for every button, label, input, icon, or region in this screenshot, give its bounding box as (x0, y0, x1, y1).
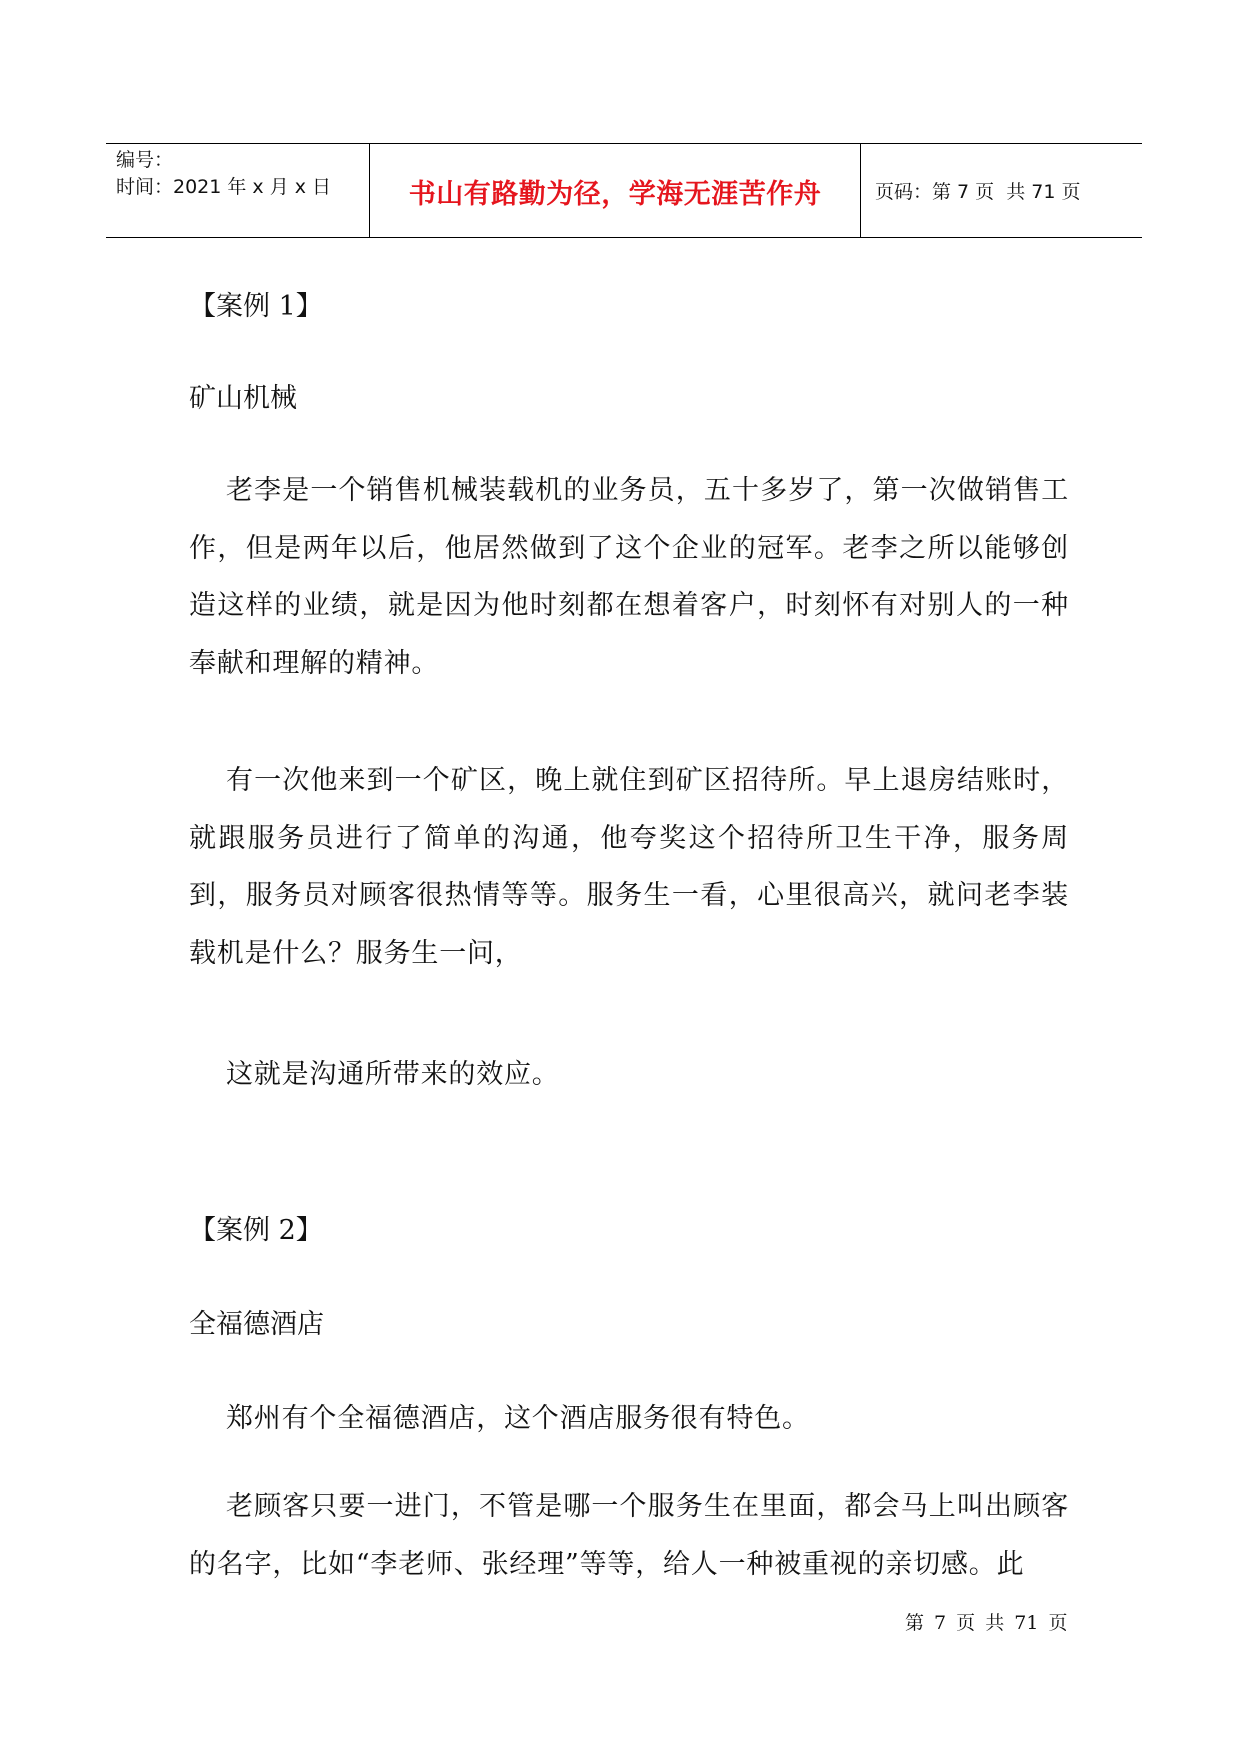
motto: 书山有路勤为径，学海无涯苦作舟 (408, 179, 822, 210)
doc-number-label: 编号： (116, 149, 174, 171)
case1-heading: 【案例 1】 (189, 291, 323, 322)
case2-paragraph: 郑州有个全福德酒店，这个酒店服务很有特色。 (226, 1403, 810, 1434)
case1-paragraph: 有一次他来到一个矿区，晚上就住到矿区招待所。早上退房结账时，就跟服务员进行了简单的沟通，他夸奖这个招待所卫生干净，服务周到，服务员对顾客很热情等等。服务生一看，心里很高兴，就问老李装载机是什么？服务生一问， (189, 765, 1069, 969)
page-code: 页码：第 7 页 共 71 页 (875, 181, 1081, 203)
case1-paragraph: 老李是一个销售机械装载机的业务员，五十多岁了，第一次做销售工作，但是两年以后，他居然做到了这个企业的冠军。老李之所以能够创造这样的业绩，就是因为他时刻都在想着客户，时刻怀有对别人的一种奉献和理解的精神。 (189, 475, 1069, 679)
case1-paragraph: 这就是沟通所带来的效应。 (226, 1059, 560, 1090)
case2-paragraph: 老顾客只要一进门，不管是哪一个服务生在里面，都会马上叫出顾客的名字，比如“李老师、张经理”等等，给人一种被重视的亲切感。此 (189, 1491, 1069, 1580)
header-motto-cell (370, 144, 861, 237)
header-page-cell (861, 144, 1142, 237)
page-header (106, 143, 1142, 238)
case2-title: 全福德酒店 (189, 1309, 324, 1340)
time-label: 时间：2021 年 x 月 x 日 (116, 176, 332, 198)
case1-title: 矿山机械 (189, 383, 297, 414)
case2-heading: 【案例 2】 (189, 1215, 323, 1246)
header-meta-cell (106, 144, 370, 237)
page-footer: 第 7 页 共 71 页 (905, 1612, 1068, 1634)
